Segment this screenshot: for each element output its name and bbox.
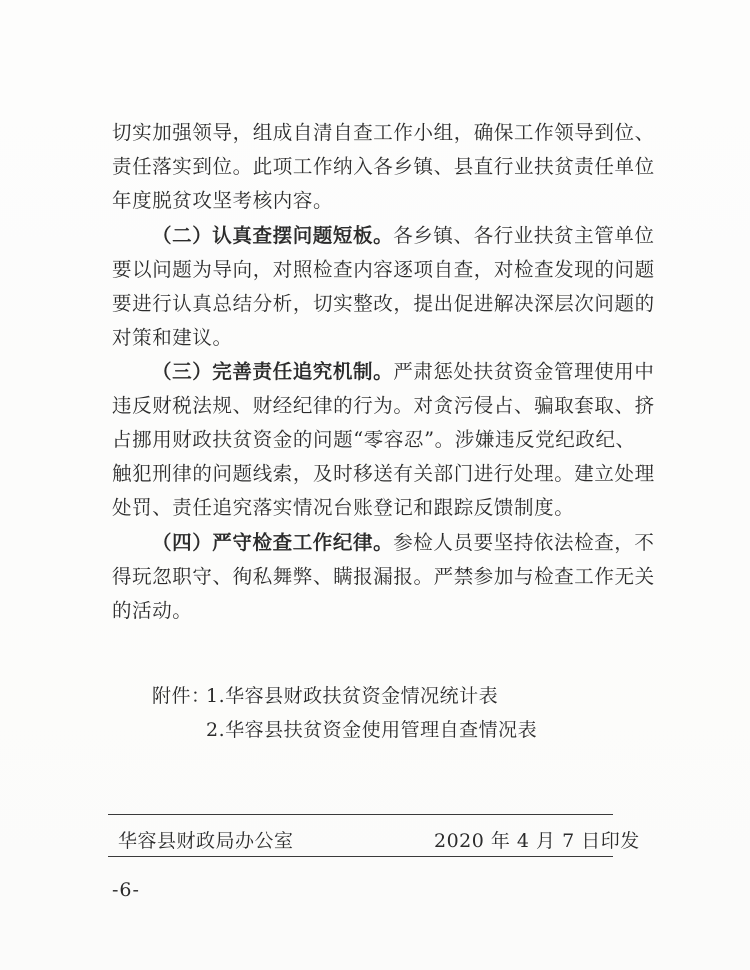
footer-bottom-rule <box>108 856 613 857</box>
paragraph-4-text: 参检人员要坚持依法检查，不 <box>393 531 655 554</box>
section-heading-2: （二）认真查摆问题短板。 <box>152 224 394 247</box>
attachments-label: 附件： <box>152 685 211 707</box>
paragraph-2-line-1 <box>152 224 655 247</box>
paragraph-4-line-1 <box>152 531 655 554</box>
paragraph-4-line-2: 得玩忽职守、徇私舞弊、瞒报漏报。严禁参加与检查工作无关 <box>112 565 655 588</box>
paragraph-3-line-4: 触犯刑律的问题线索，及时移送有关部门进行处理。建立处理 <box>112 462 655 485</box>
paragraph-1-line-1: 切实加强领导，组成自清自查工作小组，确保工作领导到位、 <box>112 121 655 144</box>
paragraph-3-line-5: 处罚、责任追究落实情况台账登记和跟踪反馈制度。 <box>112 496 575 519</box>
paragraph-3-line-2: 违反财税法规、财经纪律的行为。对贪污侵占、骗取套取、挤 <box>112 394 655 417</box>
paragraph-1-line-2: 责任落实到位。此项工作纳入各乡镇、县直行业扶贫责任单位 <box>112 155 655 178</box>
paragraph-2-text: 各乡镇、各行业扶贫主管单位 <box>393 224 655 247</box>
section-heading-4: （四）严守检查工作纪律。 <box>152 531 394 554</box>
footer-top-rule <box>108 814 613 815</box>
paragraph-3-line-3: 占挪用财政扶贫资金的问题“零容忍”。涉嫌违反党纪政纪、 <box>112 428 636 451</box>
issue-date: 2020 年 4 月 7 日印发 <box>434 830 640 852</box>
paragraph-3-line-1 <box>152 360 655 383</box>
paragraph-3-text: 严肃惩处扶贫资金管理使用中 <box>393 360 655 383</box>
paragraph-4-line-3: 的活动。 <box>112 599 193 622</box>
paragraph-2-line-3: 要进行认真总结分析，切实整改，提出促进解决深层次问题的 <box>112 292 655 315</box>
attachment-item-2: 2.华容县扶贫资金使用管理自查情况表 <box>206 719 538 741</box>
paragraph-2-line-4: 对策和建议。 <box>112 326 233 349</box>
paragraph-1-line-3: 年度脱贫攻坚考核内容。 <box>112 189 334 212</box>
paragraph-2-line-2: 要以问题为导向，对照检查内容逐项自查，对检查发现的问题 <box>112 258 655 281</box>
section-heading-3: （三）完善责任追究机制。 <box>152 360 394 383</box>
page-number: -6- <box>112 879 140 901</box>
issuing-office: 华容县财政局办公室 <box>118 830 294 852</box>
attachment-item-1: 1.华容县财政扶贫资金情况统计表 <box>206 685 499 707</box>
